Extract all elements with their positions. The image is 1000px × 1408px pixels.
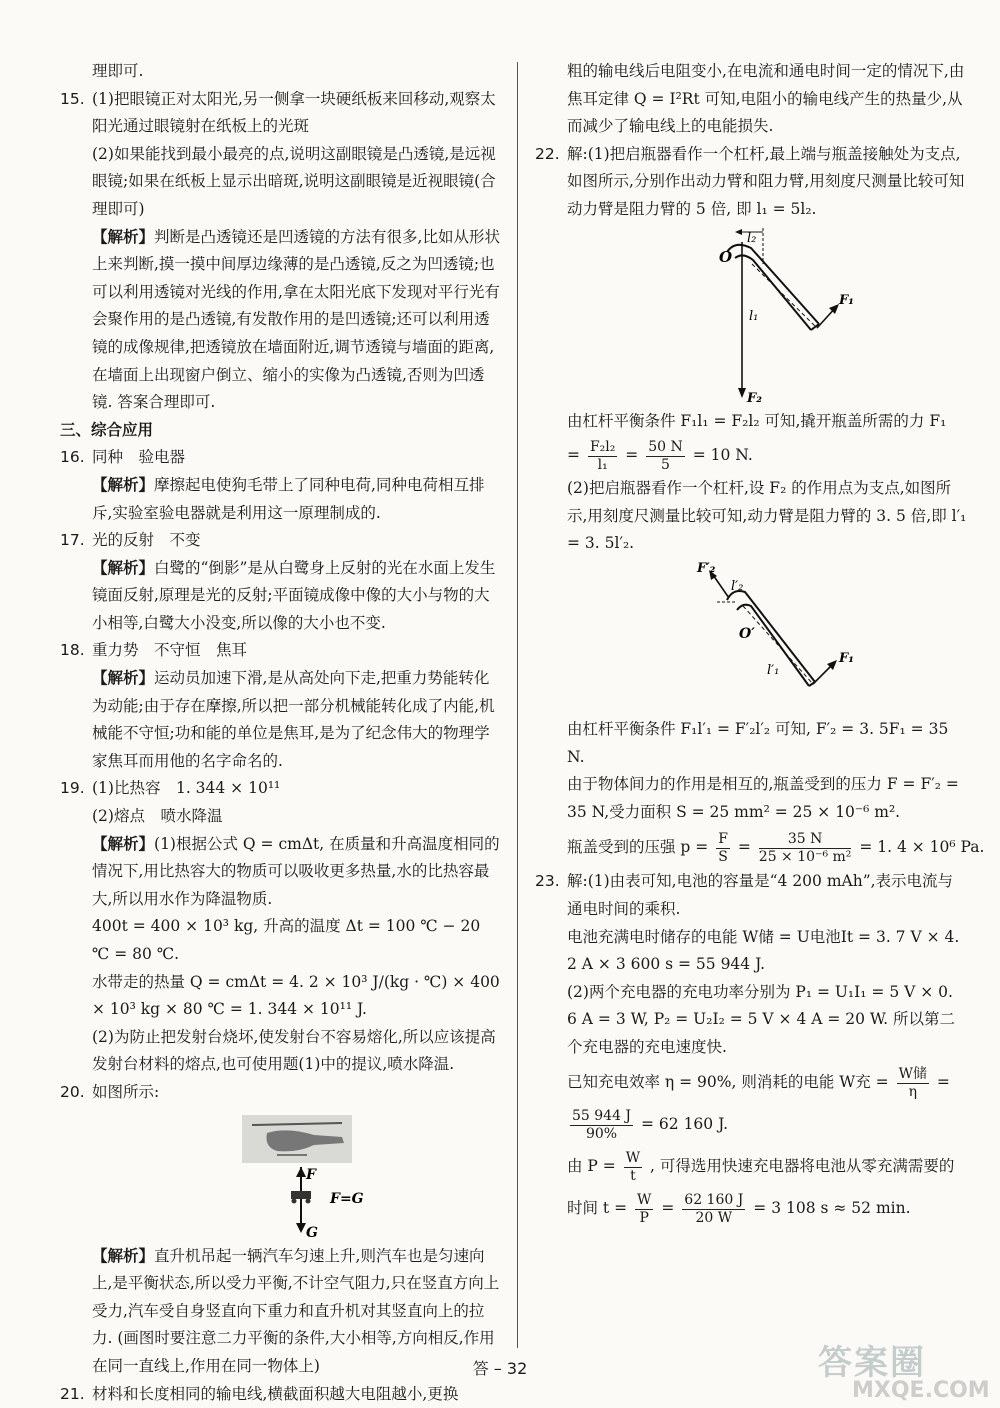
q22-part6: 由于物体间力的作用是相互的,瓶盖受到的压力 F = F′₂ = 35 N,受力面积 S = 25 mm² = 25 × 10⁻⁶ m². bbox=[567, 775, 959, 821]
q17-analysis: 白鹭的“倒影”是从白鹭身上反射的光在水面上发生镜面反射,原理是光的反射;平面镜成像中像的大小与物的大小相等,白鹭大小没变,所以像的大小也不变. bbox=[92, 558, 496, 632]
helicopter-diagram bbox=[92, 1111, 500, 1239]
q19 bbox=[60, 775, 500, 1079]
column-divider bbox=[517, 62, 518, 1348]
pivot-O-label: O bbox=[719, 247, 733, 266]
force-F2prime-label: F′₂ bbox=[697, 561, 716, 576]
left-column bbox=[60, 58, 500, 1408]
q19-analysis-3: 水带走的热量 Q = cmΔt = 4. 2 × 10³ J/(kg · ℃) × 400 × 10³ kg × 80 ℃ = 1. 344 × 10¹¹ J. bbox=[92, 972, 500, 1019]
q19-analysis-tag: 【解析】 bbox=[92, 834, 155, 853]
q17 bbox=[60, 527, 500, 637]
q19-analysis-2: 400t = 400 × 10³ kg, 升高的温度 Δt = 100 ℃ − 20 ℃ = 80 ℃. bbox=[92, 917, 481, 963]
q16-number: 16. bbox=[60, 448, 85, 467]
q17-number: 17. bbox=[60, 531, 85, 550]
pivot-Oprime-label: O′ bbox=[739, 625, 755, 642]
q21-number: 21. bbox=[60, 1384, 85, 1403]
q16-analysis: 摩擦起电使狗毛带上了同种电荷,同种电荷相互排斥,实验室验电器就是利用这一原理制成的. bbox=[92, 475, 485, 522]
q20-analysis-tag: 【解析】 bbox=[92, 1246, 155, 1265]
q19-number: 19. bbox=[60, 779, 85, 798]
q18-analysis-tag: 【解析】 bbox=[92, 669, 155, 688]
lever-diagram-2 bbox=[567, 562, 967, 712]
q14-tail: 理即可. bbox=[92, 62, 144, 80]
q23-formula-3: 由 P = $\frac{W}{t}$ , 可得选用快速充电器将电池从零充满需要的 bbox=[567, 1149, 955, 1184]
q21 bbox=[60, 1381, 500, 1408]
q16-analysis-tag: 【解析】 bbox=[92, 475, 155, 494]
q23-formula-4: 时间 t = $\frac{W}{P}$ = $\frac{62 160 J}{20 W}$ = 3 108 s ≈ 52 min. bbox=[567, 1191, 911, 1226]
q19-answer2: (2)熔点 喷水降温 bbox=[92, 807, 223, 826]
right-column bbox=[535, 58, 985, 1229]
watermark-text: 答案圈 bbox=[818, 1343, 926, 1383]
q15 bbox=[60, 86, 500, 417]
bottle-opener-figure-2 bbox=[567, 562, 967, 712]
q15-analysis: 判断是凸透镜还是凹透镜的方法有很多,比如从形状上来判断,摸一摸中间厚边缘薄的是凸透镜,反之为凹透镜;也可以利用透镜对光线的作用,拿在太阳光底下发现对平行光有会聚作用的是凸透镜,有发散作用的是凹透镜;还可以利用透镜的成像规律,把透镜放在墙面附近,调节透镜与墙面的距离,在墙面上出现窗户倒立、缩小的实像为凸透镜,否则为凹透镜. 答案合理即可. bbox=[92, 227, 500, 412]
q20-answer: 如图所示: bbox=[92, 1082, 160, 1101]
car-icon bbox=[291, 1191, 311, 1199]
bottle-opener-figure-1 bbox=[567, 228, 967, 404]
watermark-logo bbox=[818, 1335, 988, 1401]
q23-part1: 解:(1)由表可知,电池的容量是“4 200 mAh”,表示电流与通电时间的乘积. bbox=[567, 872, 954, 918]
q18-analysis: 运动员加速下滑,是从高处向下走,把重力势能转化为动能;由于存在摩擦,所以把一部分机械能转化成了内能,机械能不守恒;功和能的单位是焦耳,是为了纪念伟大的物理学家焦耳而用他的名字命名的. bbox=[92, 669, 495, 770]
q22-part1: 解:(1)把启瓶器看作一个杠杆,最上端与瓶盖接触处为支点,如图所示,分别作出动力臂和阻力臂,用刻度尺测量比较可知动力臂是阻力臂的 5 倍, 即 l₁ = 5l₂. bbox=[567, 144, 965, 218]
arm-l2-label: l₂ bbox=[747, 230, 757, 246]
q16 bbox=[60, 444, 500, 527]
watermark-url: MXQE.COM bbox=[852, 1378, 990, 1403]
q17-analysis-tag: 【解析】 bbox=[92, 558, 155, 577]
force-F2-label: F₂ bbox=[747, 390, 762, 404]
q22-formula-1: = $\frac{\text{F₂l₂}}{\text{l₁}}$ = $\frac{50 N}{5}$ = 10 N. bbox=[567, 438, 753, 473]
q18 bbox=[60, 637, 500, 775]
q18-number: 18. bbox=[60, 641, 85, 660]
q23-formula-2: $\frac{55 944 J}{90\%}$ = 62 160 J. bbox=[572, 1107, 729, 1142]
q19-answer1: (1)比热容 1. 344 × 10¹¹ bbox=[92, 779, 281, 798]
q23-part2: 电池充满电时储存的电能 W储 = U电池It = 3. 7 V × 4. 2 A × 3 600 s = 55 944 J. bbox=[567, 927, 960, 974]
force-F1-label: F₁ bbox=[839, 292, 854, 308]
helicopter-force-figure bbox=[92, 1111, 500, 1239]
q18-answer: 重力势 不守恒 焦耳 bbox=[92, 641, 248, 660]
q20-analysis: 直升机吊起一辆汽车匀速上升,则汽车也是匀速向上,是平衡状态,所以受力平衡,不计空气阻力,只在竖直方向上受力,汽车受自身竖直向下重力和直升机对其竖直向上的拉力. (画图时要注意二力平衡的条件,大小相等,方向相反,作用在同一直线上,作用在同一物体上) bbox=[92, 1246, 500, 1375]
force-F1-label-2: F₁ bbox=[839, 650, 854, 666]
q15-answer2: (2)如果能找到最小最亮的点,说明这副眼镜是凸透镜,是远视眼镜;如果在纸板上显示出暗斑,说明这副眼镜是近视眼镜(合理即可) bbox=[92, 144, 496, 218]
q22-number: 22. bbox=[535, 144, 560, 163]
q17-answer: 光的反射 不变 bbox=[92, 531, 201, 550]
q20-number: 20. bbox=[60, 1082, 85, 1101]
arm-l1prime-label: l′₁ bbox=[767, 662, 780, 678]
q15-answer1: (1)把眼镜正对太阳光,另一侧拿一块硬纸板来回移动,观察太阳光通过眼镜射在纸板上的光斑 bbox=[92, 89, 496, 136]
section-heading: 三、综合应用 bbox=[60, 420, 154, 439]
helicopter-icon bbox=[242, 1115, 352, 1163]
page-number: 答 – 32 bbox=[472, 1359, 528, 1378]
q22-part4: (2)把启瓶器看作一个杠杆,设 F₂ 的作用点为支点,如图所示,用刻度尺测量比较可知,动力臂是阻力臂的 3. 5 倍,即 l′₁ = 3. 5l′₂. bbox=[567, 479, 967, 553]
arm-l1-label: l₁ bbox=[749, 308, 759, 324]
lever-diagram-1 bbox=[567, 228, 967, 404]
q23-number: 23. bbox=[535, 872, 560, 891]
q22-part2: 由杠杆平衡条件 F₁l₁ = F₂l₂ 可知,撬开瓶盖所需的力 F₁ bbox=[567, 411, 947, 430]
force-equal-label: F=G bbox=[330, 1190, 364, 1207]
q21-answer: 材料和长度相同的输电线,横截面积越大电阻越小,更换 bbox=[92, 1384, 459, 1403]
q21-continued: 粗的输电线后电阻变小,在电流和通电时间一定的情况下,由焦耳定律 Q = I²Rt 可知,电阻小的输电线产生的热量少,从而减少了输电线上的电能损失. bbox=[567, 62, 965, 136]
force-F-label: F bbox=[306, 1166, 316, 1183]
q15-analysis-tag: 【解析】 bbox=[92, 227, 155, 246]
q19-analysis-4: (2)为防止把发射台烧坏,使发射台不容易熔化,所以应该提高发射台材料的熔点,也可使用题(1)中的提议,喷水降温. bbox=[92, 1027, 496, 1074]
q22-formula-2: 瓶盖受到的压强 p = $\frac{F}{S}$ = $\frac{35 N}{\text{25 × 10⁻⁶ m²}}$ = 1. 4 × 10⁶ Pa. bbox=[567, 830, 985, 865]
q22-part5: 由杠杆平衡条件 F₁l′₁ = F′₂l′₂ 可知, F′₂ = 3. 5F₁ = 35 N. bbox=[567, 719, 949, 766]
q16-answer: 同种 验电器 bbox=[92, 448, 186, 467]
q23-formula-1: 已知充电效率 η = 90%, 则消耗的电能 W充 = $\frac{\text{W储}}{\eta}$ = bbox=[567, 1065, 950, 1100]
arm-l2prime-label: l′₂ bbox=[731, 578, 744, 594]
q23-part3: (2)两个充电器的充电功率分别为 P₁ = U₁I₁ = 5 V × 0. 6 A = 3 W, P₂ = U₂I₂ = 5 V × 4 A = 20 W. 所以第二个充电器的充电速度快. bbox=[567, 982, 955, 1056]
q22 bbox=[535, 141, 985, 869]
q19-analysis-1: (1)根据公式 Q = cmΔt, 在质量和升高温度相同的情况下,用比热容大的物质可以吸收更多热量,水的比热容最大,所以用水作为降温物质. bbox=[92, 834, 500, 908]
q23 bbox=[535, 868, 967, 1229]
q15-number: 15. bbox=[60, 89, 85, 108]
q20 bbox=[60, 1079, 500, 1381]
force-G-label: G bbox=[306, 1224, 318, 1239]
